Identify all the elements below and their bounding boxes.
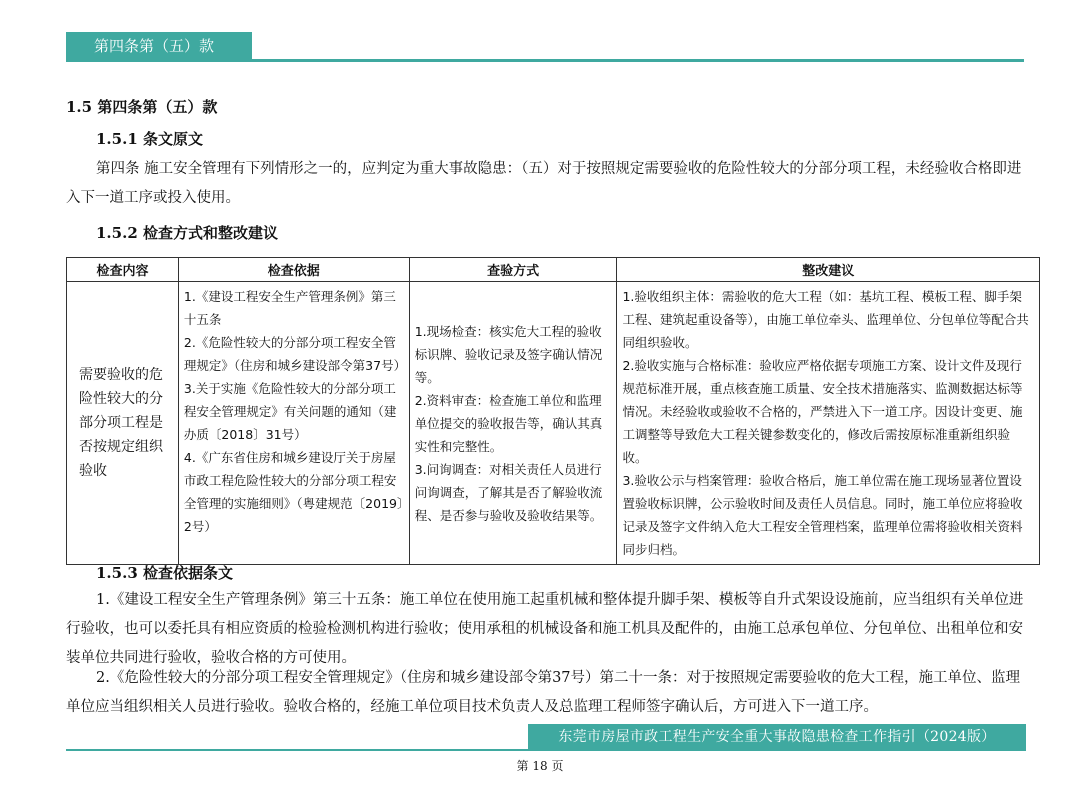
subsection-title-basis: 1.5.3 检查依据条文 — [96, 564, 233, 582]
basis-item: 1.《建设工程安全生产管理条例》第三十五条 — [183, 289, 396, 327]
basis-item: 3.关于实施《危险性较大的分部分项工程安全管理规定》有关问题的通知（建办质〔2018〕31号） — [183, 381, 397, 442]
header-section-tab: 第四条第（五）款 — [66, 32, 252, 60]
basis-text-paragraph: 2.《危险性较大的分部分项工程安全管理规定》（住房和城乡建设部令第37号）第二十一条：对于按照规定需要验收的危大工程，施工单位、监理单位应当组织相关人员进行验收。验收合格的，经施工单位项目技术负责人及总监理工程师签字确认后，方可进入下一道工序。 — [66, 670, 1021, 715]
header-method: 查验方式 — [409, 258, 617, 282]
inspection-table — [66, 257, 1040, 565]
header-basis: 检查依据 — [178, 258, 409, 282]
basis-item: 2.《危险性较大的分部分项工程安全管理规定》（住房和城乡建设部令第37号） — [183, 335, 407, 373]
subsection-title-inspection: 1.5.2 检查方式和整改建议 — [96, 224, 278, 242]
footer-document-title: 东莞市房屋市政工程生产安全重大事故隐患检查工作指引（2024版） — [528, 724, 1026, 750]
inspection-content-cell: 需要验收的危险性较大的分部分项工程是否按规定组织验收 — [67, 282, 179, 565]
inspection-method-cell — [409, 282, 617, 565]
footer-divider — [66, 749, 1026, 751]
method-item: 1.现场检查：核实危大工程的验收标识牌、验收记录及签字确认情况等。 — [414, 323, 603, 385]
header-divider — [66, 59, 1024, 62]
suggestion-item: 2.验收实施与合格标准：验收应严格依据专项施工方案、设计文件及现行规范标准开展，重点核查施工质量、安全技术措施落实、监测数据达标等情况。未经验收或验收不合格的，严禁进入下一道工序。因设计变更、施工调整等导致危大工程关键参数变化的，修改后需按原标准重新组织验收。 — [622, 358, 1023, 465]
table-row — [67, 282, 1040, 565]
header-content: 检查内容 — [67, 258, 179, 282]
subsection-title-original: 1.5.1 条文原文 — [96, 130, 203, 148]
suggestion-item: 1.验收组织主体：需验收的危大工程（如：基坑工程、模板工程、脚手架工程、建筑起重设备等），由施工单位牵头、监理单位、分包单位等配合共同组织验收。 — [622, 289, 1029, 350]
rectification-suggestion-cell — [617, 282, 1040, 565]
basis-item: 4.《广东省住房和城乡建设厅关于房屋市政工程危险性较大的分部分项工程安全管理的实施细则》（粤建规范〔2019〕2号） — [183, 450, 404, 534]
header-suggestion: 整改建议 — [617, 258, 1040, 282]
section-title: 1.5 第四条第（五）款 — [66, 98, 218, 116]
page-number: 第 18 页 — [516, 759, 564, 773]
method-item: 2.资料审查：检查施工单位和监理单位提交的验收报告等，确认其真实性和完整性。 — [414, 392, 603, 454]
inspection-basis-cell — [178, 282, 409, 565]
table-header-row — [67, 258, 1040, 282]
basis-text-paragraph: 1.《建设工程安全生产管理条例》第三十五条：施工单位在使用施工起重机械和整体提升脚手架、模板等自升式架设设施前，应当组织有关单位进行验收，也可以委托具有相应资质的检验检测机构进行验收；使用承租的机械设备和施工机具及配件的，由施工总承包单位、分包单位、出租单位和安装单位共同进行验收，验收合格的方可使用。 — [66, 592, 1024, 666]
original-clause-text: 第四条 施工安全管理有下列情形之一的，应判定为重大事故隐患：（五）对于按照规定需要验收的危险性较大的分部分项工程，未经验收合格即进入下一道工序或投入使用。 — [66, 161, 1022, 206]
suggestion-item: 3.验收公示与档案管理：验收合格后，施工单位需在施工现场显著位置设置验收标识牌，公示验收时间及责任人员信息。同时，施工单位应将验收记录及签字文件纳入危大工程安全管理档案，监理单位需将验收相关资料同步归档。 — [622, 473, 1023, 557]
method-item: 3.问询调查：对相关责任人员进行问询调查，了解其是否了解验收流程、是否参与验收及验收结果等。 — [414, 461, 603, 523]
